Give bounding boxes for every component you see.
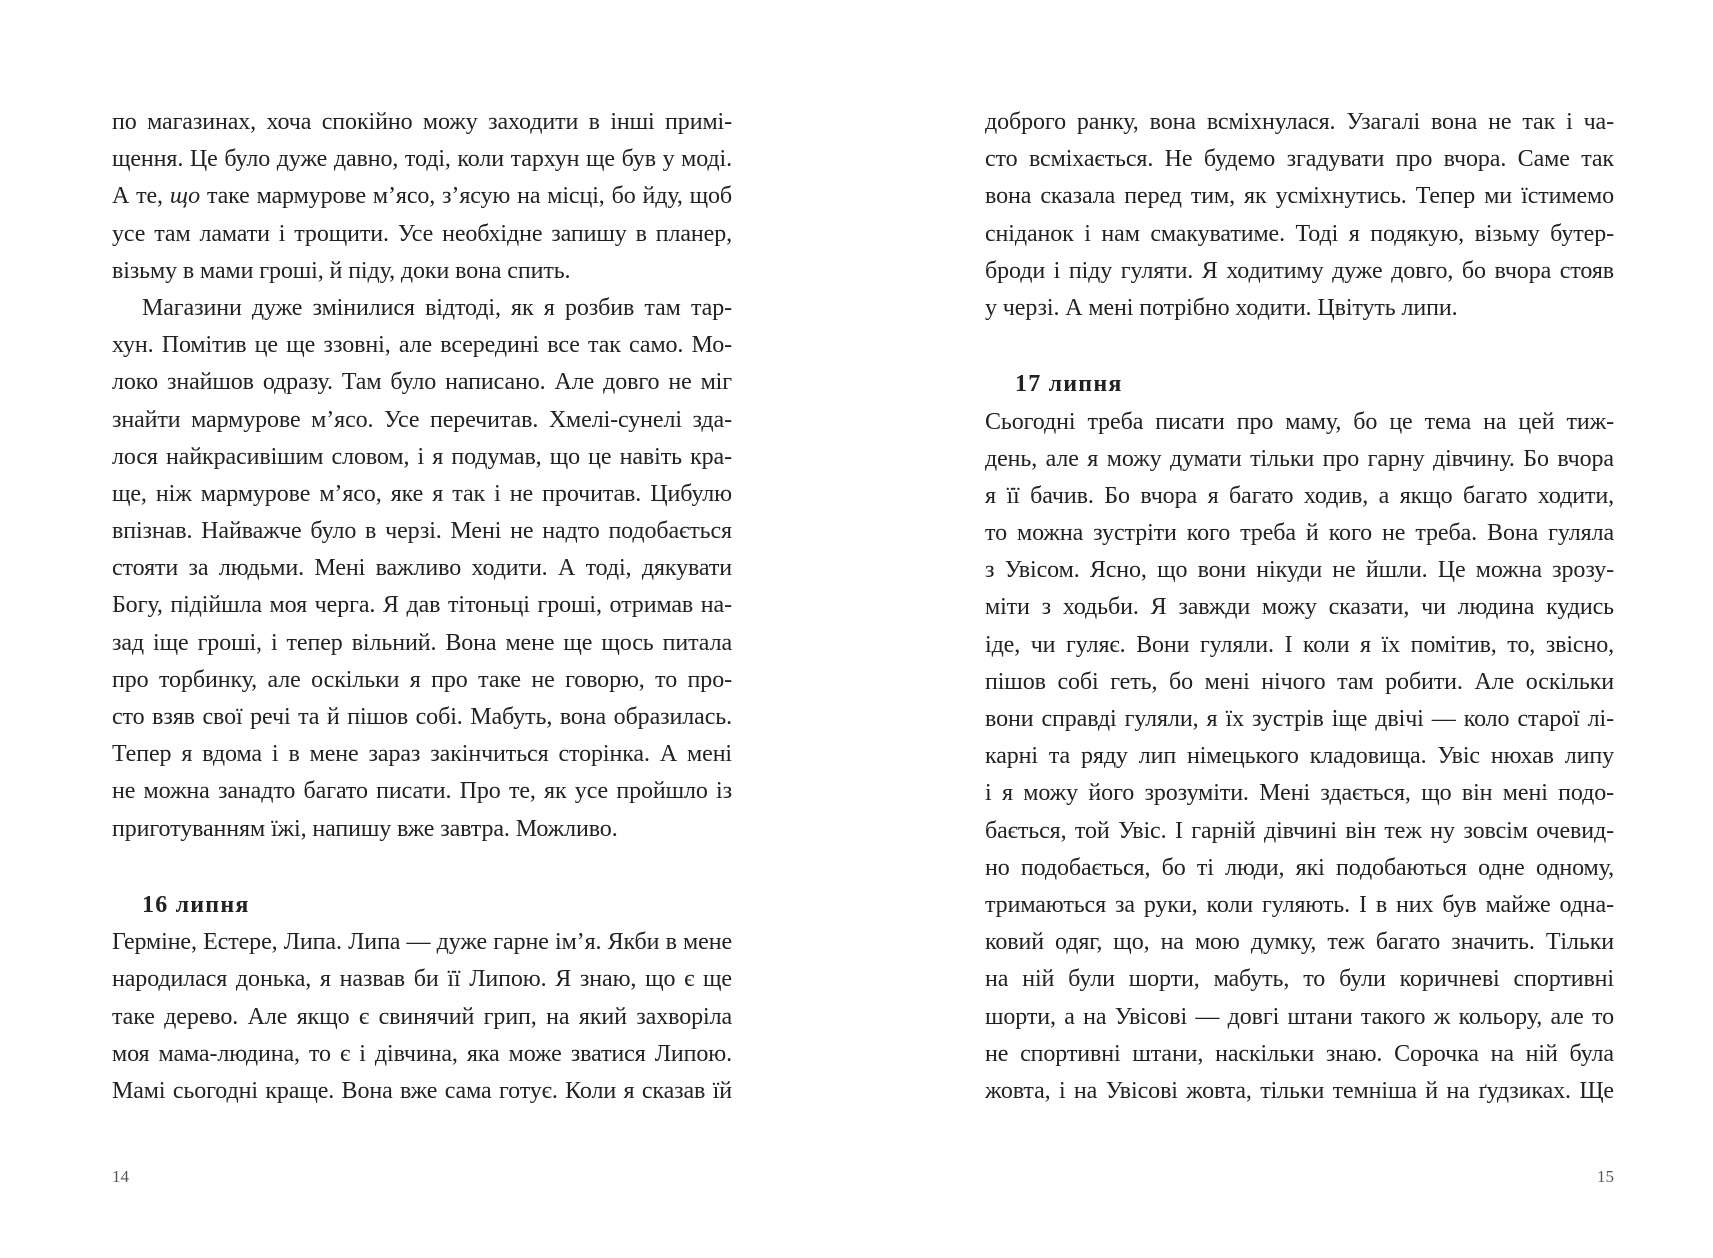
text-line: ще, ніж мармурове м’ясо, яке я так і не прочитав. Цибулю — [112, 480, 732, 507]
text-line: то можна зустріти кого треба й кого не треба. Вона гуляла — [985, 520, 1614, 547]
text-line — [112, 178, 732, 215]
text-line: Магазини дуже змінилися відтоді, як я розбив там тар- — [142, 294, 732, 321]
text-line: шорти, а на Увісові — довгі штани такого ж кольору, але то — [985, 1003, 1614, 1030]
left-page — [0, 0, 856, 1258]
text-line: народилася донька, я назвав би її Липою. Я знаю, що є ще — [112, 966, 732, 993]
text-line: я її бачив. Бо вчора я багато ходив, а якщо багато ходити, — [985, 482, 1614, 509]
text-line: Тепер я вдома і в мене зараз закінчиться сторінка. А мені — [112, 741, 732, 768]
entry-heading: 16 липня — [142, 891, 250, 918]
text-line: знайти мармурове м’ясо. Усе перечитав. Хмелі-сунелі зда- — [112, 406, 732, 433]
text-line: іде, чи гуляє. Вони гуляли. І коли я їх помітив, то, звісно, — [985, 631, 1614, 658]
text-line: моя мама-людина, то є і дівчина, яка може зватися Липою. — [112, 1040, 732, 1067]
page-number: 14 — [112, 1167, 129, 1186]
text-line: вони справді гуляли, я їх зустрів іще двічі — коло старої лі- — [985, 706, 1614, 732]
text-line: сто всміхається. Не будемо згадувати про вчора. Саме так — [985, 146, 1614, 173]
entry-heading: 17 липня — [1015, 371, 1123, 398]
text-line: ковий одяг, що, на мою думку, теж багато значить. Тільки — [985, 929, 1614, 956]
text-line: хун. Помітив це ще ззовні, але всередині все так само. Мо- — [112, 332, 732, 359]
text-line: не можна занадто багато писати. Про те, як усе пройшло із — [112, 778, 732, 805]
text-line: щення. Це було дуже давно, тоді, коли тархун ще був у моді. — [112, 146, 732, 173]
right-page-text — [985, 104, 1614, 1110]
text-line: карні та ряду лип німецького кладовища. Увіс нюхав липу — [985, 743, 1614, 770]
text-fragment: А те, — [112, 183, 170, 210]
text-line: локо знайшов одразу. Там було написано. Але довго не міг — [112, 369, 732, 396]
text-line: доброго ранку, вона всміхнулася. Узагалі вона не так і ча- — [985, 109, 1614, 135]
page-number: 15 — [1597, 1167, 1614, 1186]
text-line: з Увісом. Ясно, що вони нікуди не йшли. Це можна зрозу- — [985, 557, 1614, 584]
text-line: у черзі. А мені потрібно ходити. Цвітуть липи. — [985, 294, 1458, 321]
text-line: Сьогодні треба писати про маму, бо це тема на цей тиж- — [985, 408, 1614, 435]
text-line: таке дерево. Але якщо є свинячий грип, на який захворіла — [112, 1003, 732, 1030]
left-page-text — [112, 104, 732, 1110]
blank-line — [112, 848, 732, 885]
text-line: Мамі сьогодні краще. Вона вже сама готує. Коли я сказав їй — [112, 1077, 732, 1104]
text-line: зад іще гроші, і тепер вільний. Вона мене ще щось питала — [112, 629, 732, 656]
text-line: про торбинку, але оскільки я про таке не говорю, то про- — [112, 666, 732, 693]
text-line: Богу, підійшла моя черга. Я дав тітоньці гроші, отримав на- — [112, 592, 732, 619]
text-line: вона сказала перед тим, як усміхнутись. Тепер ми їстимемо — [985, 183, 1614, 210]
text-line: тримаються за руки, коли гуляють. І в них був майже одна- — [985, 891, 1614, 918]
text-line: сніданок і нам смакуватиме. Тоді я подякую, візьму бутер- — [985, 220, 1614, 247]
right-page — [856, 0, 1713, 1258]
text-line: на ній були шорти, мабуть, то були коричневі спортивні — [985, 966, 1614, 993]
text-line: жовта, і на Увісові жовта, тільки темніша й на ґудзиках. Ще — [985, 1077, 1614, 1104]
text-line: і я можу його зрозуміти. Мені здається, що він мені подо- — [985, 780, 1614, 807]
text-line: усе там ламати і трощити. Усе необхідне запишу в планер, — [112, 220, 732, 247]
text-line: пішов собі геть, бо мені нічого там робити. Але оскільки — [985, 668, 1614, 695]
text-line: по магазинах, хоча спокійно можу заходити в інші примі- — [112, 109, 732, 135]
text-line: стояти за людьми. Мені важливо ходити. А тоді, дякувати — [112, 555, 732, 582]
text-line: бається, той Увіс. І гарній дівчині він теж ну зовсім очевид- — [985, 817, 1614, 844]
text-line: приготуванням їжі, напишу вже завтра. Можливо. — [112, 815, 618, 842]
text-line: Герміне, Естере, Липа. Липа — дуже гарне ім’я. Якби в мене — [112, 929, 732, 956]
text-line: сто взяв свої речі та й пішов собі. Мабуть, вона образилась. — [112, 704, 732, 730]
text-line: впізнав. Найважче було в черзі. Мені не надто подобається — [112, 518, 732, 545]
text-line: день, але я можу думати тільки про гарну дівчину. Бо вчора — [985, 445, 1614, 472]
text-fragment: таке мармурове м’ясо, з’ясую на місці, бо йду, щоб — [200, 183, 732, 210]
text-line: броди і піду гуляти. Я ходитиму дуже довго, бо вчора стояв — [985, 257, 1614, 284]
text-line: лося найкрасивішим словом, і я подумав, що це навіть кра- — [112, 443, 732, 470]
text-line: не спортивні штани, наскільки знаю. Сорочка на ній була — [985, 1040, 1614, 1067]
blank-line — [985, 327, 1614, 364]
text-line: міти з ходьби. Я завжди можу сказати, чи людина кудись — [985, 594, 1614, 621]
italic-word: що — [169, 183, 201, 210]
text-line: візьму в мами гроші, й піду, доки вона спить. — [112, 257, 571, 284]
text-line: но подобається, бо ті люди, які подобаються одне одному, — [985, 854, 1614, 881]
